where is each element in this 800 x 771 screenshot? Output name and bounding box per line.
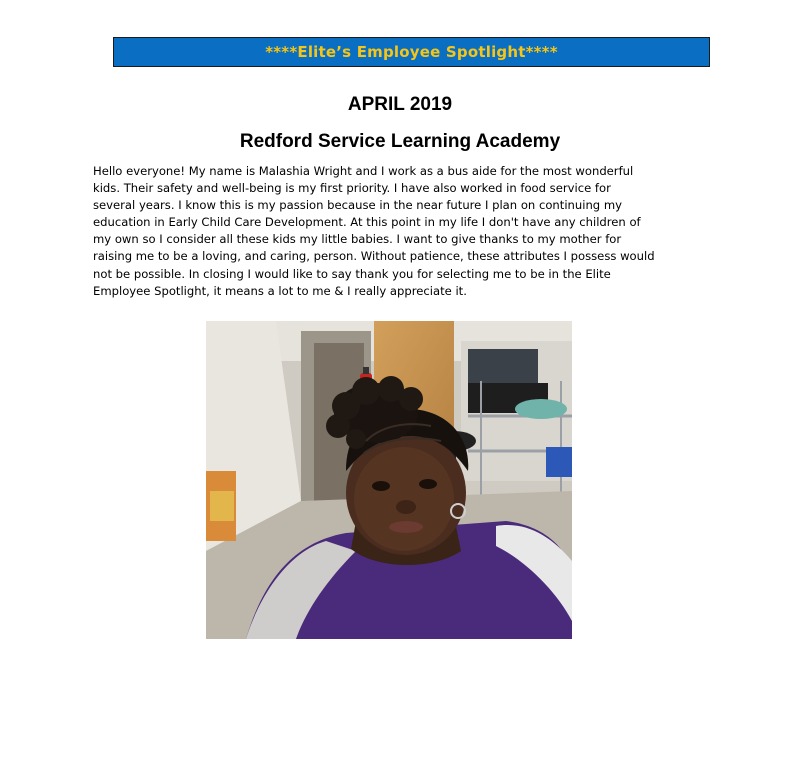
- employee-photo-illustration: [206, 321, 572, 639]
- banner-title: ****Elite’s Employee Spotlight****: [265, 43, 558, 61]
- spotlight-banner: [113, 37, 710, 67]
- date-heading: APRIL 2019: [347, 94, 453, 115]
- employee-photo: [206, 321, 572, 639]
- school-heading: Redford Service Learning Academy: [239, 131, 561, 152]
- spotlight-paragraph: Hello everyone! My name is Malashia Wright and I work as a bus aide for the most wonderful kids. Their safety and well-being is my first priority. I have also worked in food service for several years. I know this is my passion because in the near future I plan on continuing my education in Early Child Care Development. At this point in my life I don't have any children of my own so I consider all these kids my little babies. I want to give thanks to my mother for raising me to be a loving, and caring, person. Without patience, these attributes I possess would not be possible. In closing I would like to say thank you for selecting me to be in the Elite Employee Spotlight, it means a lot to me & I really appreciate it.: [93, 164, 655, 298]
